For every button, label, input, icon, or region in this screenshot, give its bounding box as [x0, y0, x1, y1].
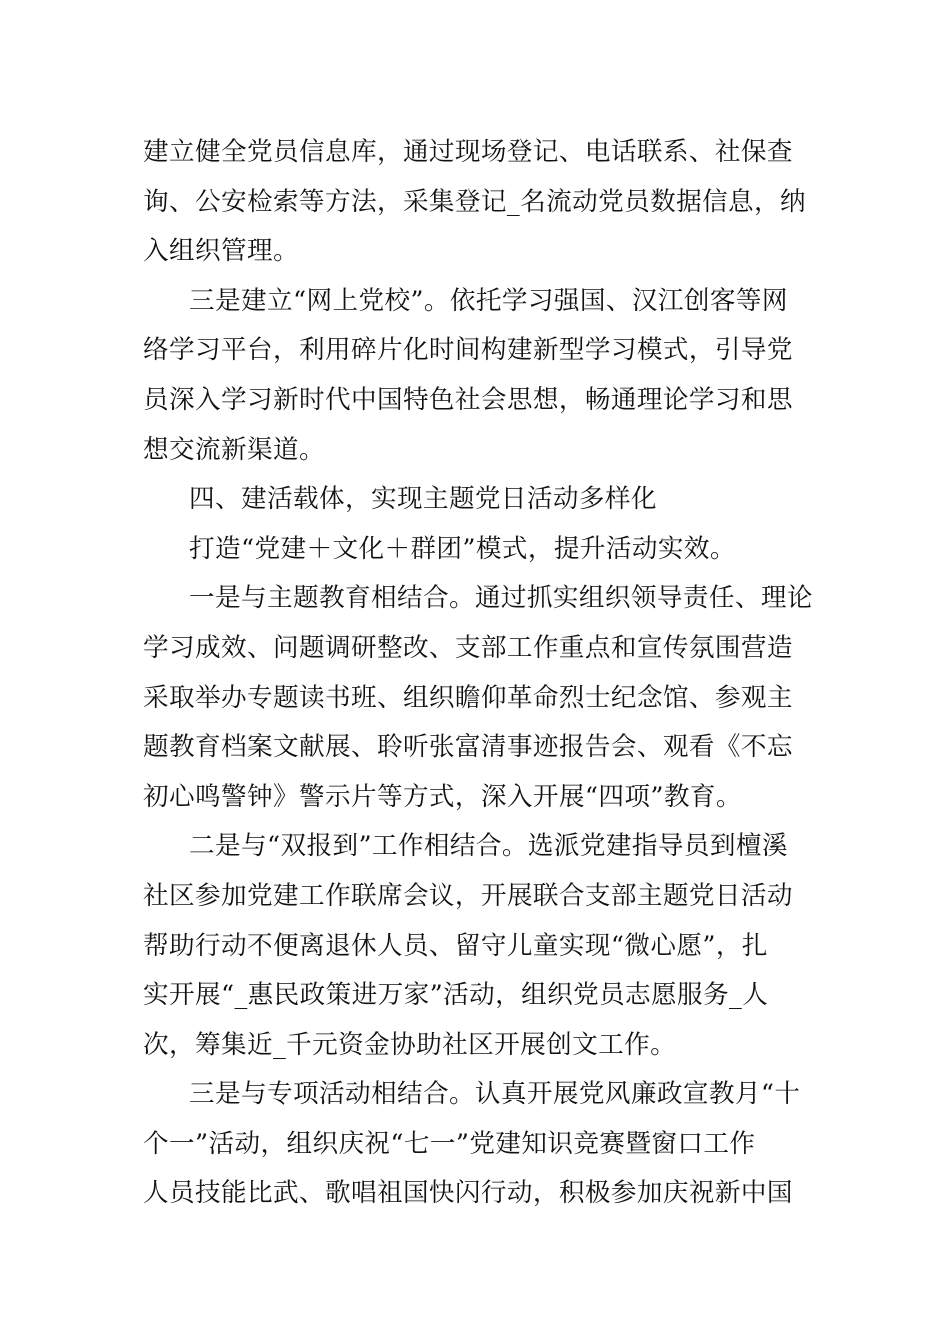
- text-line: 初心鸣警钟》警示片等方式，深入开展“四项”教育。: [143, 781, 742, 812]
- document-body: [143, 128, 813, 1219]
- paragraph-start-line: 三是建立“网上党校”。依托学习强国、汉江创客等网: [189, 285, 788, 316]
- text-line: 入组织管理。: [143, 236, 299, 267]
- text-line: 建立健全党员信息库，通过现场登记、电话联系、社保查: [143, 137, 793, 167]
- text-line: 社区参加党建工作联席会议，开展联合支部主题党日活动: [143, 880, 793, 911]
- text-line: 员深入学习新时代中国特色社会思想，畅通理论学习和思: [143, 384, 793, 415]
- text-line: 想交流新渠道。: [143, 434, 325, 465]
- text-line: 询、公安检索等方法，采集登记_名流动党员数据信息，纳: [143, 186, 807, 217]
- text-line: 次，筹集近_千元资金协助社区开展创文工作。: [143, 1029, 677, 1060]
- text-line: 题教育档案文献展、聆听张富清事迹报告会、观看《不忘: [143, 732, 793, 763]
- text-line: 采取举办专题读书班、组织瞻仰革命烈士纪念馆、参观主: [143, 682, 793, 713]
- paragraph-start-line: 二是与“双报到”工作相结合。选派党建指导员到檀溪: [189, 831, 788, 862]
- section-heading: 四、建活载体，实现主题党日活动多样化: [189, 484, 657, 515]
- text-line: 帮助行动不便离退休人员、留守儿童实现“微心愿”，扎: [143, 930, 768, 961]
- text-line: 个一”活动，组织庆祝“七一”党建知识竞赛暨窗口工作: [143, 1128, 756, 1159]
- paragraph-start-line: 打造“党建＋文化＋群团”模式，提升活动实效。: [189, 533, 736, 564]
- text-line: 学习成效、问题调研整改、支部工作重点和宣传氛围营造: [143, 632, 793, 663]
- text-line: 人员技能比武、歌唱祖国快闪行动，积极参加庆祝新中国: [143, 1178, 793, 1209]
- text-line: 络学习平台，利用碎片化时间构建新型学习模式，引导党: [143, 335, 793, 366]
- paragraph-start-line: 三是与专项活动相结合。认真开展党风廉政宣教月“十: [189, 1079, 801, 1110]
- paragraph-start-line: 一是与主题教育相结合。通过抓实组织领导责任、理论: [189, 583, 813, 614]
- text-line: 实开展“_惠民政策进万家”活动，组织党员志愿服务_人: [143, 980, 769, 1011]
